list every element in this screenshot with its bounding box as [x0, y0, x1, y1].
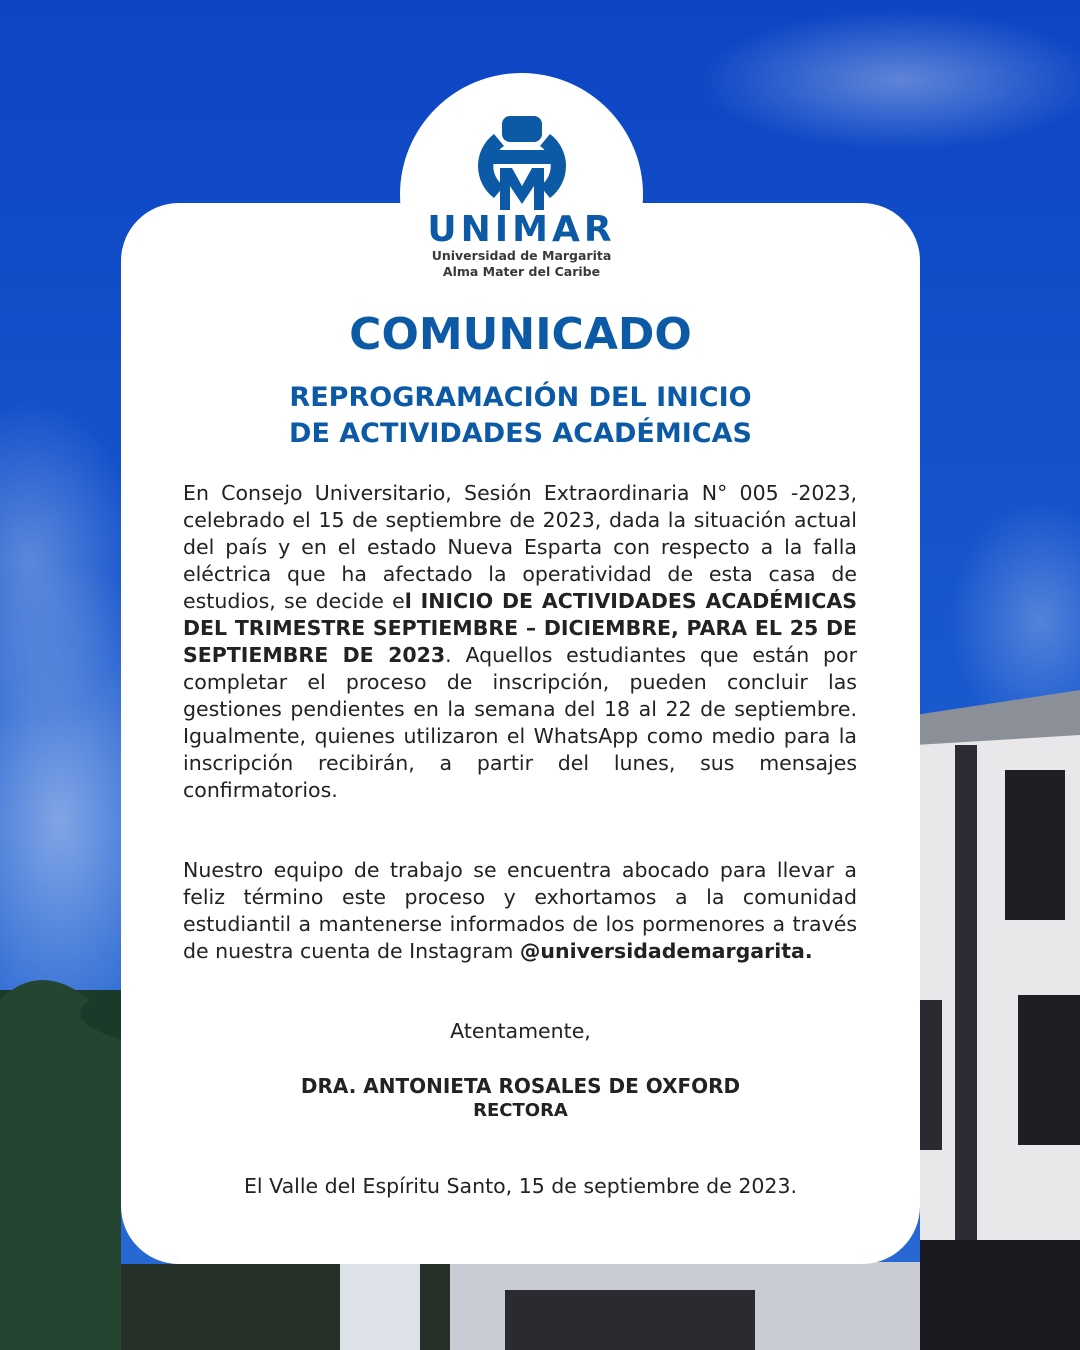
- logo-wordmark: UNIMAR: [427, 209, 616, 250]
- announcement-paragraph-2: [183, 857, 857, 965]
- university-logo: [400, 112, 643, 280]
- subtitle-line-1: REPROGRAMACIÓN DEL INICIO: [289, 382, 752, 413]
- paragraph-1-bold-text: l INICIO DE ACTIVIDADES ACADÉMICAS DEL TRIMESTRE SEPTIEMBRE – DICIEMBRE, PARA EL 25 DE SEPTIEMBRE DE 2023: [183, 589, 857, 667]
- unimar-logo-icon: [472, 112, 572, 210]
- paragraph-1-text-a: En Consejo Universitario, Sesión Extraordinaria N° 005 -2023, celebrado el 15 de septiembre de 2023, dada la situación actual del país y en el estado Nueva Esparta con respecto a la falla eléctrica que ha afectado la operatividad de esta casa de estudios, se decide e: [183, 481, 857, 613]
- page-title: COMUNICADO: [349, 309, 692, 360]
- logo-line-1: Universidad de Margarita: [431, 248, 612, 263]
- logo-line-2: Alma Mater del Caribe: [442, 264, 601, 279]
- subtitle-line-2: DE ACTIVIDADES ACADÉMICAS: [289, 418, 752, 449]
- paragraph-1-text-b: . Aquellos estudiantes que están por completar el proceso de inscripción, pueden concluir las gestiones pendientes en la semana del 18 al 22 de septiembre. Igualmente, quienes utilizaron el WhatsApp como medio para la inscripción recibirán, a partir del lunes, sus mensajes confirmatorios.: [183, 643, 857, 802]
- place-and-date: El Valle del Espíritu Santo, 15 de septiembre de 2023.: [243, 1174, 798, 1198]
- signer-name: DRA. ANTONIETA ROSALES DE OXFORD: [300, 1074, 741, 1098]
- paragraph-2-text: Nuestro equipo de trabajo se encuentra abocado para llevar a feliz término este proceso y exhortamos a la comunidad estudiantil a mantenerse informados de los pormenores a través de nuestra cuenta de Instagram: [183, 858, 857, 963]
- instagram-handle: @universidademargarita.: [519, 939, 813, 963]
- announcement-paragraph-1: [183, 480, 857, 804]
- subtitle: [121, 380, 920, 452]
- signer-role: RECTORA: [473, 1100, 568, 1121]
- closing-salutation: Atentamente,: [450, 1019, 591, 1043]
